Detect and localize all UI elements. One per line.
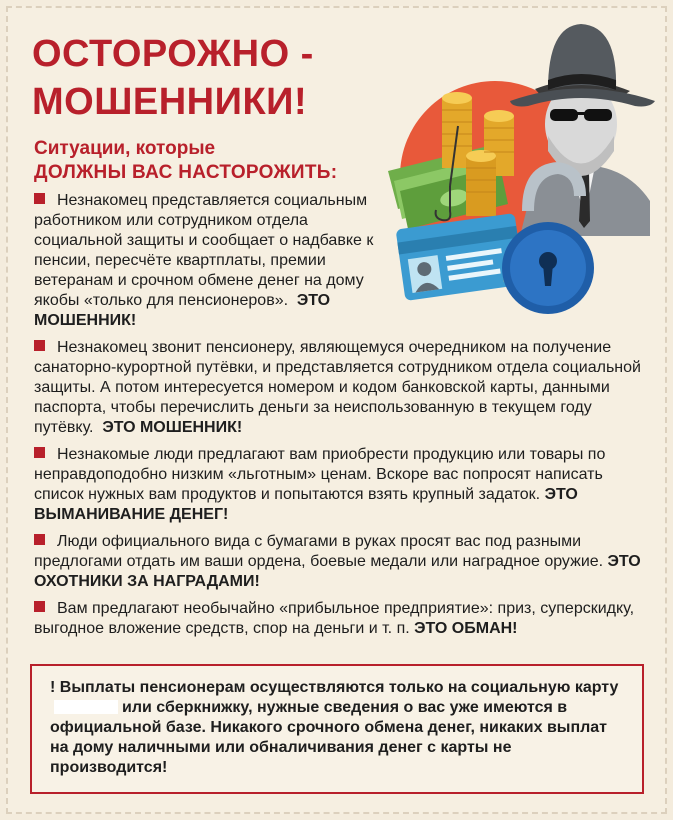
item-verdict: ЭТО ОХОТНИКИ ЗА НАГРАДАМИ!: [34, 553, 641, 590]
item-text: Люди официального вида с бумагами в руках просят вас под разными предлогами отдать им ваши ордена, боевые медали или наградное оружие.: [34, 533, 604, 570]
bullet-marker: [34, 340, 45, 351]
list-item: [34, 445, 650, 525]
item-text: Незнакомец представляется социальным работником или сотрудником отдела социальной защиты и сообщает о надбавке к пенсии, пересчёте квартплаты, премии ветеранам и срочном обмене денег на дому якобы «только для пенсионеров».: [34, 192, 374, 309]
title-line-2: МОШЕННИКИ!: [32, 81, 308, 123]
item-verdict: ЭТО ВЫМАНИВАНИЕ ДЕНЕГ!: [34, 486, 578, 523]
list-item: [34, 338, 650, 438]
bullet-marker: [34, 601, 45, 612]
item-text: Вам предлагают необычайно «прибыльное предприятие»: приз, суперскидку, выгодное вложение средств, спор на деньги и т. п.: [34, 600, 635, 637]
item-text: Незнакомые люди предлагают вам приобрести продукцию или товары по неправдоподобно низким «льготным» ценам. Вскоре вас попросят написать список нужных вам продуктов и попытаются взять крупный задаток.: [34, 446, 606, 503]
item-verdict: ЭТО МОШЕННИК!: [102, 419, 243, 436]
notice-box: [30, 664, 644, 794]
list-item: [34, 191, 384, 331]
item-verdict: ЭТО ОБМАН!: [414, 620, 518, 637]
notice-text-part-1: ! Выплаты пенсионерам осуществляются только на социальную карту: [50, 679, 619, 696]
redacted-block: [54, 700, 118, 714]
title-line-1: ОСТОРОЖНО -: [32, 33, 314, 75]
subtitle-line-1: Ситуации, которые: [34, 138, 216, 159]
notice-text-part-2: или сберкнижку, нужные сведения о вас уже имеются в официальной базе. Никакого срочного обмена денег, никаких выплат на дому наличными или обналичивания денег с карты не производится!: [50, 699, 607, 776]
situations-list: [34, 191, 650, 646]
bullet-marker: [34, 447, 45, 458]
subtitle-line-2: ДОЛЖНЫ ВАС НАСТОРОЖИТЬ:: [34, 162, 338, 183]
list-item: [34, 599, 650, 639]
item-verdict: ЭТО МОШЕННИК!: [34, 292, 331, 329]
list-item: [34, 532, 650, 592]
bullet-marker: [34, 193, 45, 204]
bullet-marker: [34, 534, 45, 545]
item-text: Незнакомец звонит пенсионеру, являющемуся очередником на получение санаторно-курортной путёвки, и представляется сотрудником отдела социальной защиты. А потом интересуется номером и кодом банковской карты, данными паспорта, чтобы перечислить деньги за неиспользованную в текущем году путёвку.: [34, 339, 641, 436]
page-title: [32, 30, 314, 126]
